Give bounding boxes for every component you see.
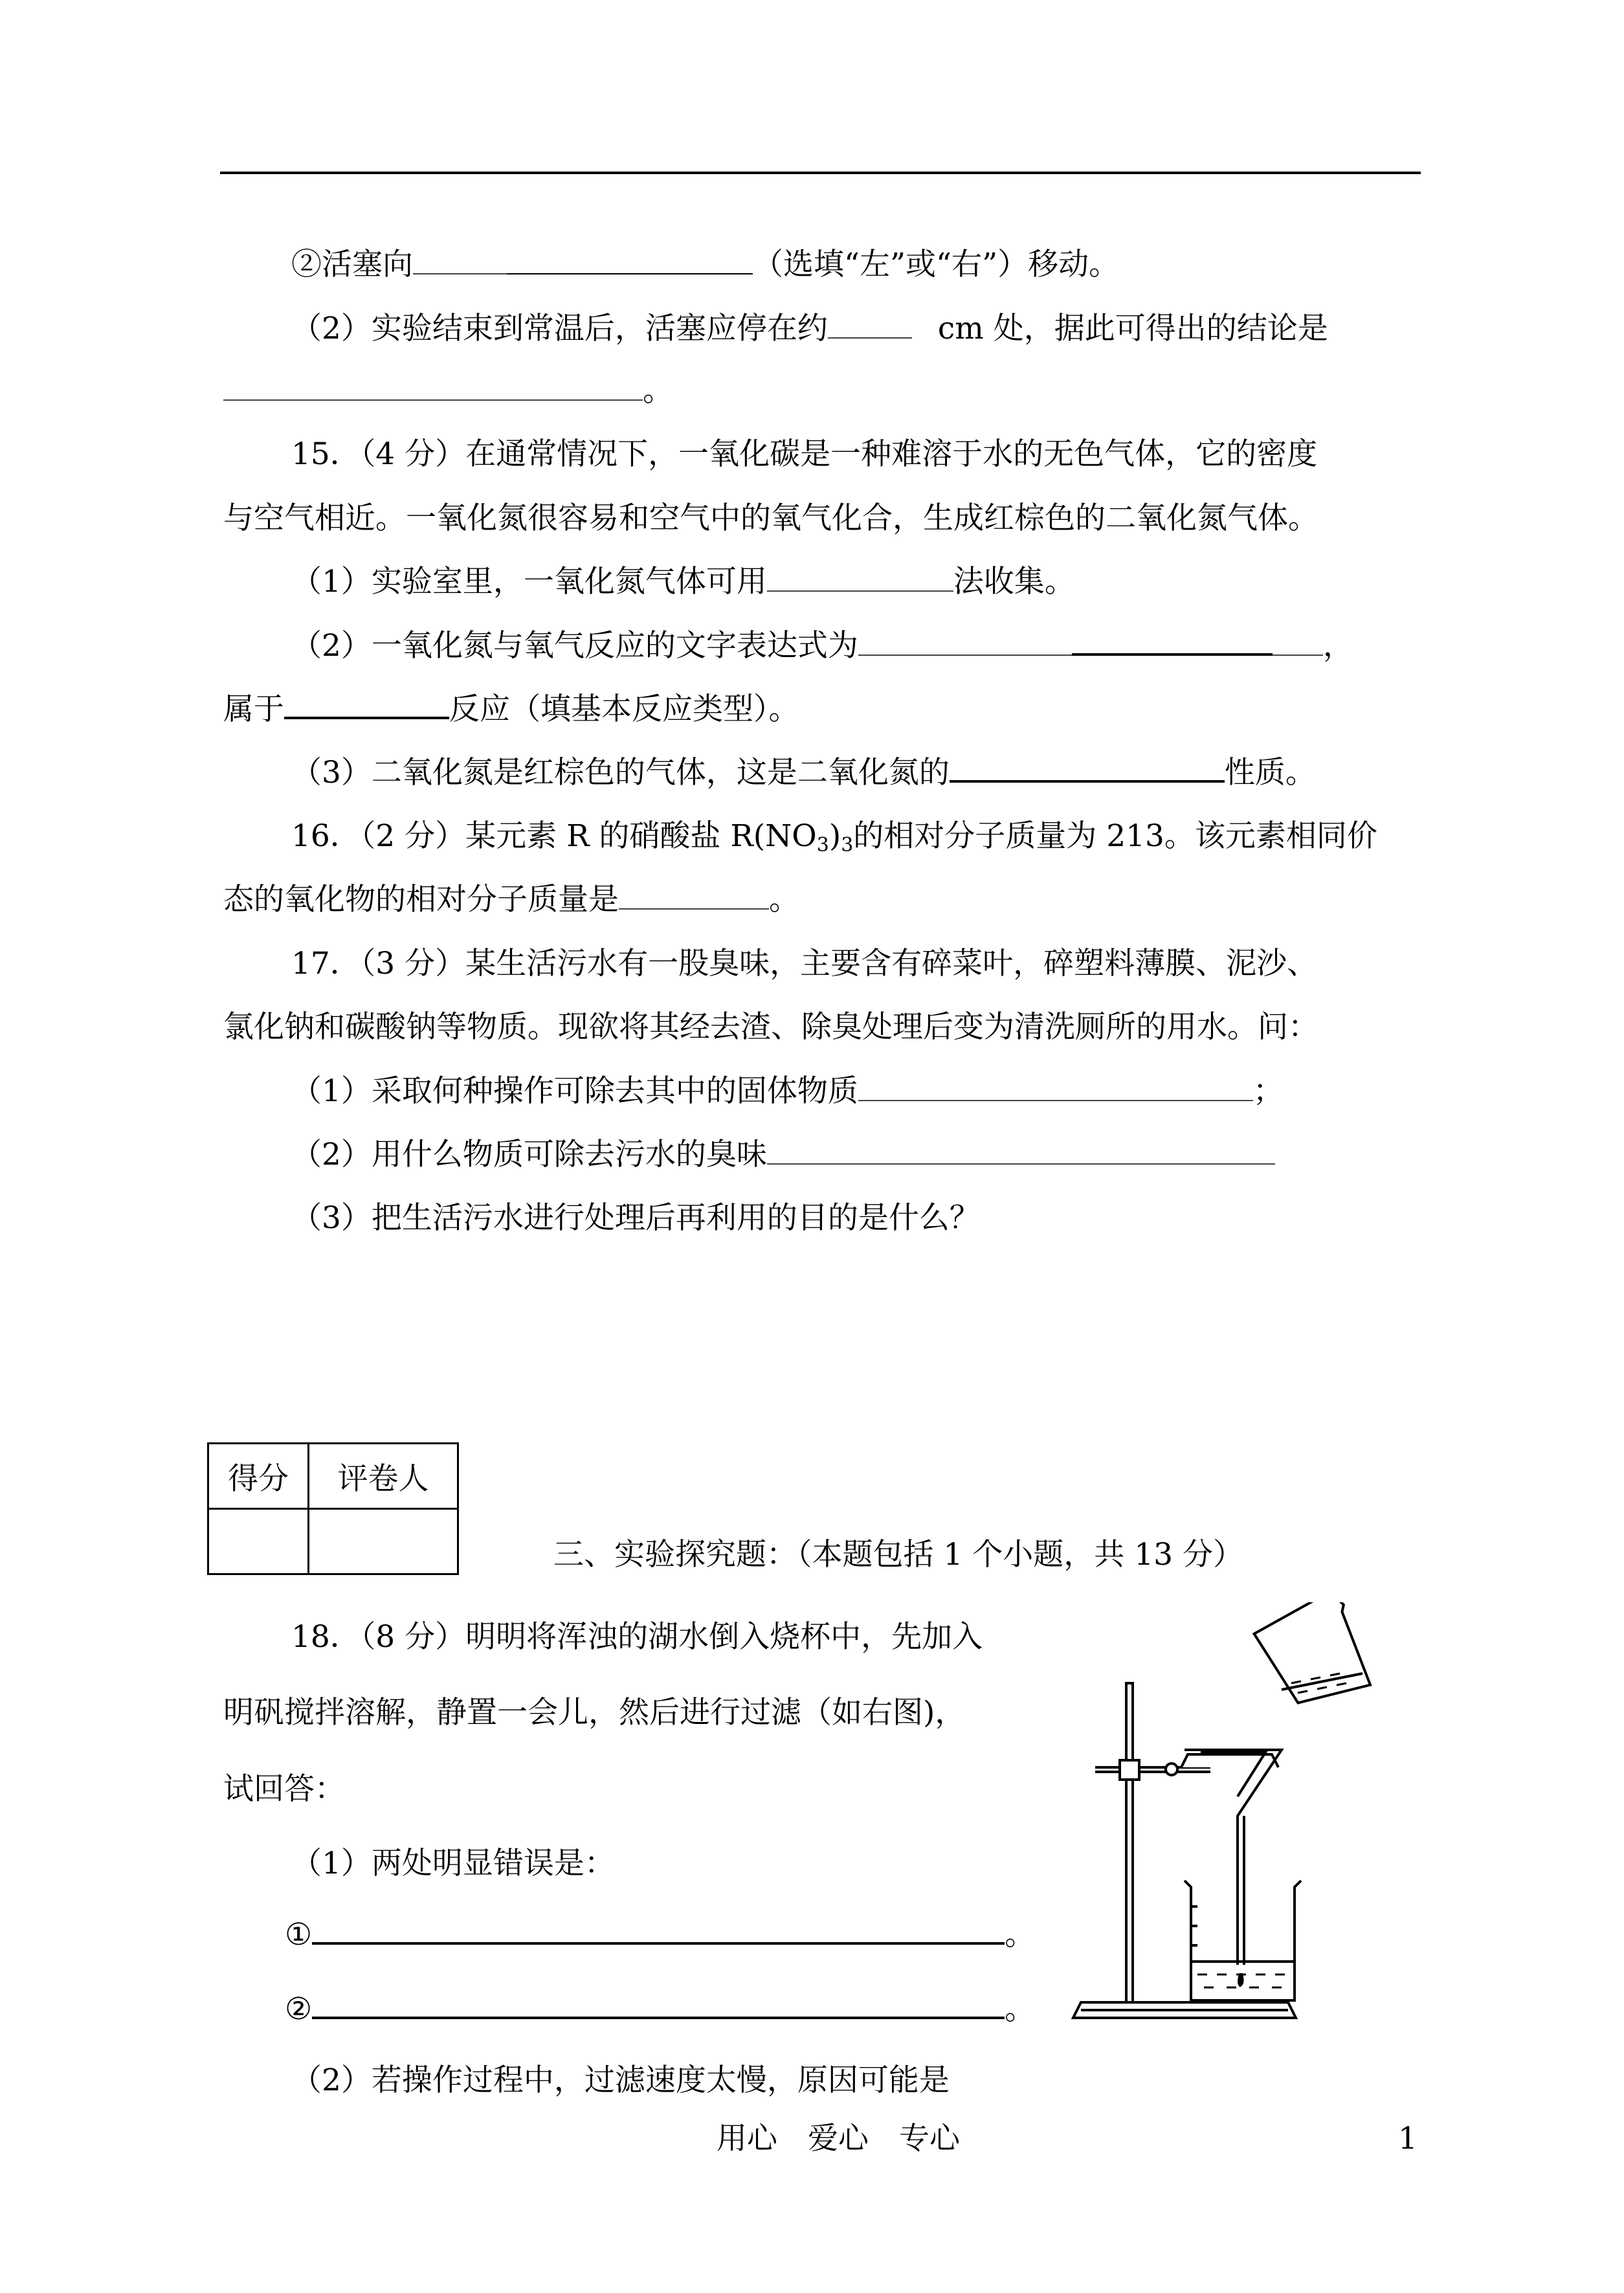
q18-line-3: 试回答： <box>223 1771 345 1807</box>
answer-blank[interactable] <box>858 1100 1253 1101</box>
answer-blank[interactable] <box>223 399 643 401</box>
q17-intro-2: 氯化钠和碳酸钠等物质。现欲将其经去渣、除臭处理后变为清洗厕所的用水。问： <box>223 1009 1318 1045</box>
q16-line-2: 态的氧化物的相对分子质量是 。 <box>223 882 799 917</box>
answer-blank[interactable] <box>312 1942 1005 1945</box>
answer-blank[interactable] <box>1072 653 1273 656</box>
filtration-apparatus-illustration <box>1068 1602 1372 2030</box>
page-number: 1 <box>1398 2121 1418 2156</box>
answer-blank[interactable] <box>413 273 507 274</box>
q17-part-1: （1）采取何种操作可除去其中的固体物质 ； <box>291 1073 1284 1109</box>
q17-intro-1: 17．（3 分）某生活污水有一股臭味，主要含有碎菜叶，碎塑料薄膜、泥沙、 <box>291 946 1318 981</box>
answer-blank[interactable] <box>858 654 1072 656</box>
q15-part-3: （3）二氧化氮是红棕色的气体，这是二氧化氮的 性质。 <box>291 755 1316 790</box>
answer-blank[interactable] <box>619 908 769 910</box>
header-rule <box>220 172 1421 174</box>
answer-blank[interactable] <box>1273 654 1323 656</box>
q18-part-1: （1）两处明显错误是： <box>291 1846 615 1881</box>
score-cell[interactable] <box>208 1509 309 1574</box>
answer-blank[interactable] <box>767 590 953 592</box>
answer-blank[interactable] <box>950 780 1225 783</box>
q15-intro-1: 15．（4 分）在通常情况下，一氧化碳是一种难溶于水的无色气体，它的密度 <box>291 436 1318 472</box>
q18-line-1: 18．（8 分）明明将浑浊的湖水倒入烧杯中，先加入 <box>291 1619 983 1655</box>
answer-blank[interactable] <box>507 273 753 274</box>
q18-line-2: 明矾搅拌溶解，静置一会儿，然后进行过滤（如右图)， <box>223 1695 966 1730</box>
answer-blank[interactable] <box>312 2017 1005 2019</box>
q18-error-2: ② 。 <box>285 1991 1036 2027</box>
grader-label: 评卷人 <box>309 1444 458 1509</box>
q15-part-2: （2）一氧化氮与氧气反应的文字表达式为 ， <box>291 628 1353 664</box>
q14-line-a: ②活塞向 （选填“左”或“右”）移动。 <box>291 247 1120 282</box>
q15-part-1: （1）实验室里，一氧化氮气体可用 法收集。 <box>291 564 1075 599</box>
answer-blank[interactable] <box>284 717 449 719</box>
answer-blank[interactable] <box>828 337 912 339</box>
score-table <box>207 1442 459 1575</box>
q15-intro-2: 与空气相近。一氧化氮很容易和空气中的氧气化合，生成红棕色的二氧化氮气体。 <box>223 500 1318 536</box>
q14-line-b: （2）实验结束到常温后，活塞应停在约 cm 处，据此可得出的结论是 <box>291 311 1328 346</box>
grader-cell[interactable] <box>309 1509 458 1574</box>
score-label: 得分 <box>208 1444 309 1509</box>
q17-part-3: （3）把生活污水进行处理后再利用的目的是什么？ <box>291 1200 980 1236</box>
q18-part-2: （2）若操作过程中，过滤速度太慢，原因可能是 <box>291 2063 950 2098</box>
section-3-title: 三、实验探究题：（本题包括 1 个小题，共 13 分） <box>553 1537 1243 1572</box>
q17-part-2: （2）用什么物质可除去污水的臭味 <box>291 1139 1275 1170</box>
answer-blank[interactable] <box>767 1163 1275 1165</box>
q16-line-1: 16．（2 分）某元素 R 的硝酸盐 $R(NO_3)_3$的相对分子质量为 213。该元素相同价 <box>291 818 1377 856</box>
q15-part-2b: 属于 反应（填基本反应类型）。 <box>223 691 799 727</box>
q18-error-1: ① 。 <box>285 1917 1036 1952</box>
q14-line-c: 。 <box>223 375 673 406</box>
footer-motto: 用心 爱心 专心 <box>717 2121 960 2156</box>
